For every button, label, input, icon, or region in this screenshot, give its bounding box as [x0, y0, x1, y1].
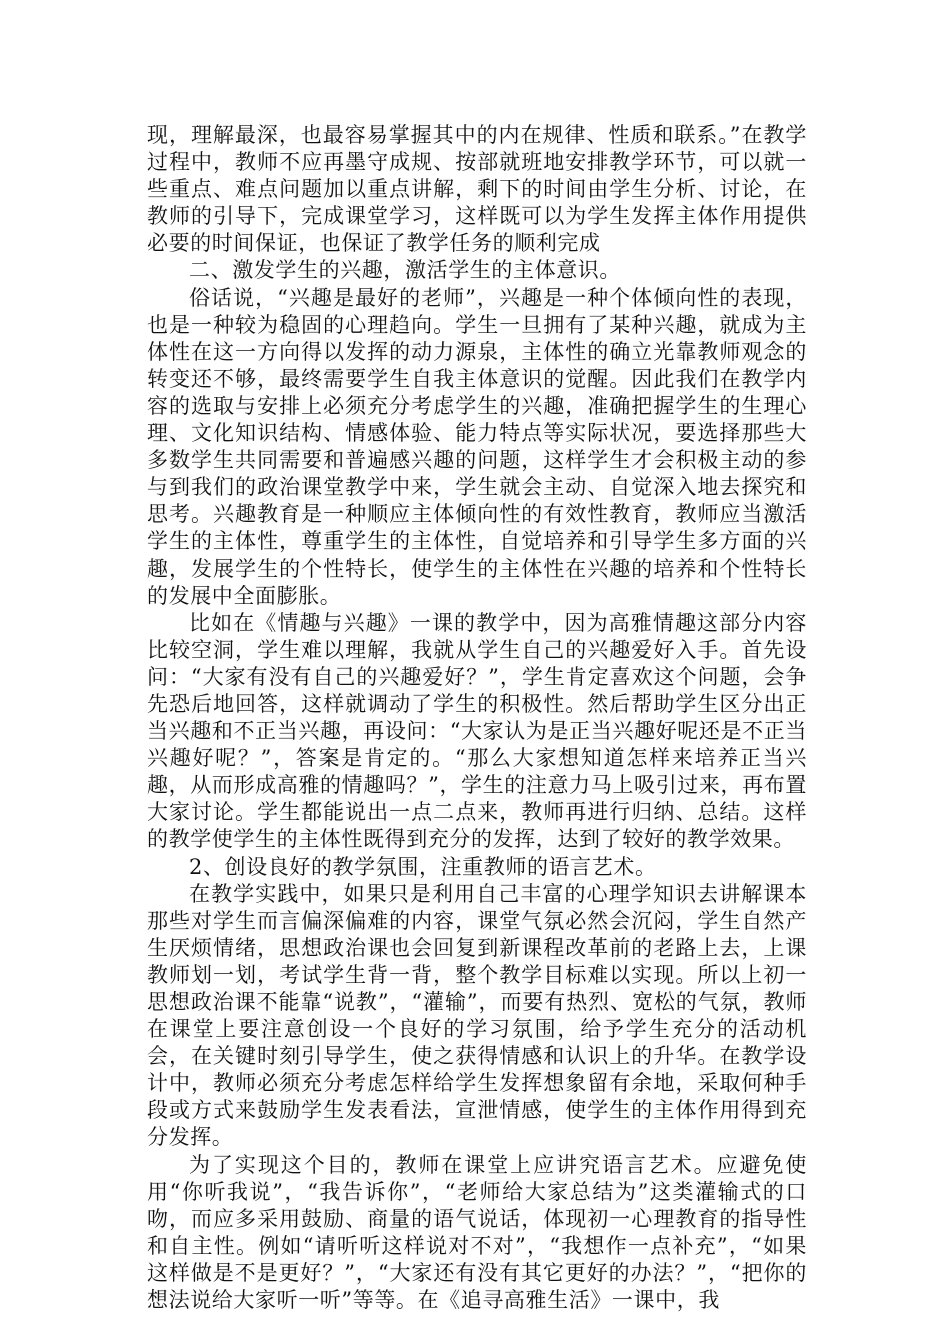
paragraph-continuation: 现，理解最深，也最容易掌握其中的内在规律、性质和联系。”在教学过程中，教师不应再墨守成规、按部就班地安排教学环节，可以就一些重点、难点问题加以重点讲解，剩下的时间由学生分析、讨论，在教师的引导下，完成课堂学习，这样既可以为学生发挥主体作用提供必要的时间保证，也保证了教学任务的顺利完成	[147, 123, 807, 256]
paragraph-language-art: 为了实现这个目的，教师在课堂上应讲究语言艺术。应避免使用“你听我说”，“我告诉你”，“老师给大家总结为”这类灌输式的口吻，而应多采用鼓励、商量的语气说话，体现初一心理教育的指导性和自主性。例如“请听听这样说对不对”，“我想作一点补充”，“如果这样做是不是更好？”，“大家还有没有其它更好的办法？”，“把你的想法说给大家听一听”等等。在《追寻高雅生活》一课中，我	[147, 1152, 807, 1313]
paragraph-atmosphere: 在教学实践中，如果只是利用自己丰富的心理学知识去讲解课本那些对学生而言偏深偏难的内容，课堂气氛必然会沉闷，学生自然产生厌烦情绪，思想政治课也会回复到新课程改革前的老路上去，上课教师划一划，考试学生背一背，整个教学目标难以实现。所以上初一思想政治课不能靠“说教”，“灌输”，而要有热烈、宽松的气氛，教师在课堂上要注意创设一个良好的学习氛围，给予学生充分的活动机会，在关键时刻引导学生，使之获得情感和认识上的升华。在教学设计中，教师必须充分考虑怎样给学生发挥想象留有余地，采取何种手段或方式来鼓励学生发表看法，宣泄情感，使学生的主体作用得到充分发挥。	[147, 881, 807, 1150]
section-heading-interest: 二、激发学生的兴趣，激活学生的主体意识。	[189, 258, 621, 283]
section-heading-atmosphere: 2、创设良好的教学氛围，注重教师的语言艺术。	[189, 854, 657, 879]
paragraph-example: 比如在《情趣与兴趣》一课的教学中，因为高雅情趣这部分内容比较空洞，学生难以理解，我就从学生自己的兴趣爱好入手。首先设问：“大家有没有自己的兴趣爱好？”，学生肯定喜欢这个问题，会争先恐后地回答，这样就调动了学生的积极性。然后帮助学生区分出正当兴趣和不正当兴趣，再设问：“大家认为是正当兴趣好呢还是不正当兴趣好呢？”，答案是肯定的。“那么大家想知道怎样来培养正当兴趣，从而形成高雅的情趣吗？”，学生的注意力马上吸引过来，再布置大家讨论。学生都能说出一点二点来，教师再进行归纳、总结。这样的教学使学生的主体性既得到充分的发挥，达到了较好的教学效果。	[147, 610, 807, 852]
document-body	[147, 122, 807, 1314]
paragraph-interest: 俗话说，“兴趣是最好的老师”，兴趣是一种个体倾向性的表现，也是一种较为稳固的心理趋向。学生一旦拥有了某种兴趣，就成为主体性在这一方向得以发挥的动力源泉，主体性的确立光靠教师观念的转变还不够，最终需要学生自我主体意识的觉醒。因此我们在教学内容的选取与安排上必须充分考虑学生的兴趣，准确把握学生的生理心理、文化知识结构、情感体验、能力特点等实际状况，要选择那些大多数学生共同需要和普遍感兴趣的问题，这样学生才会积极主动的参与到我们的政治课堂教学中来，学生就会主动、自觉深入地去探究和思考。兴趣教育是一种顺应主体倾向性的有效性教育，教师应当激活学生的主体性，尊重学生的主体性，自觉培养和引导学生多方面的兴趣，发展学生的个性特长，使学生的主体性在兴趣的培养和个性特长的发展中全面膨胀。	[147, 285, 807, 608]
